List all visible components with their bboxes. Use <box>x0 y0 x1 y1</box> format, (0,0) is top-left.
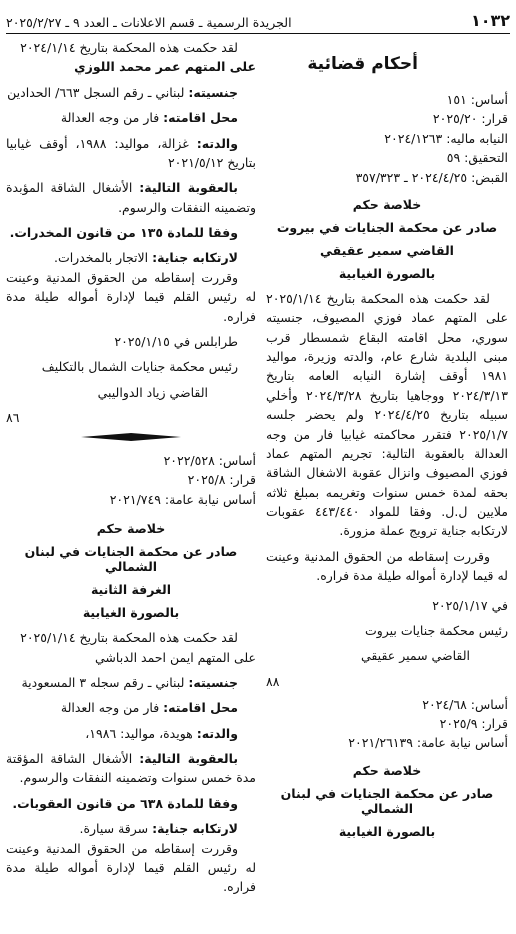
crime-label: لارتكابه جناية: <box>152 250 238 266</box>
page-header <box>6 8 510 30</box>
left-column <box>6 38 256 897</box>
case-meta-line: قرار: ٢٠٢٥/٩ <box>439 716 508 731</box>
judgment-intro: لقد حكمت هذه المحكمة بتاريخ ٢٠٢٤/١/١٤ <box>20 40 238 55</box>
judgment-body: لقد حكمت هذه المحكمة بتاريخ ٢٠٢٥/١/١٤ على المتهم عماد فوزي المصيوف، جنسيته سوري، محل اقامته البقاع شمسطار قرب مبنى البلدية شارع عام، والدته وزيرة، مواليد ١٩٨١ أوقف إشارة النيابه العامه بتاريخ ٢٠٢٤/٣/١٣ ووجاهيا بتاريخ ٢٠٢٤/٣/٢٨ وأخلي سبيله بتاريخ ٢٠٢٤/٤/٢٥ ولم يحضر جلسه ٢٠٢٥/١/٧ فتقرر محاكمته غيابيا فار من وجه العدالة بالعقوبة التالية: تجريم المتهم عماد فوزي المصيوف وانزال عقوبة الاشغال الشاقة بحقه لمدة خمس سنوات وتغريمه بمبلغ ثلاثه ملايين ل.ل. وفقا للمواد ٤٤٣/٤٤٠ عقوبات لارتكابه جناية ترويج عملة مزورة. <box>266 290 508 539</box>
court-name: صادر عن محكمة الجنايات في بيروت <box>276 219 498 235</box>
right-column <box>266 38 508 847</box>
judgment-mode: بالصورة الغيابية <box>338 265 436 281</box>
judgment-mode: بالصورة الغيابية <box>338 823 436 839</box>
case-meta-line: التحقيق: ٥٩ <box>446 150 508 166</box>
judgment-mode: بالصورة الغيابية <box>82 605 180 621</box>
nationality-value: لبناني ـ رقم السجل ٦٦٣/ الحدادين <box>7 84 185 100</box>
confiscation-text: وقررت إسقاطه من الحقوق المدنية وعينت له قيما لإدارة أمواله طيلة مدة فراره. <box>266 548 508 584</box>
case-meta-line: أساس نيابة عامة: ٢٠٢١/٧٤٩ <box>109 491 256 507</box>
mother-line <box>6 134 256 173</box>
crime-label: لارتكابه جناية: <box>152 821 238 837</box>
case-meta-line: النيابه ماليه: ٢٠٢٤/١٢٦٣ <box>384 130 508 146</box>
mother-label: والدته: <box>196 725 238 741</box>
law-line: وفقا للمادة ١٣٥ من قانون المخدرات. <box>9 225 238 240</box>
nationality-label: جنسيته: <box>188 674 238 690</box>
mother-value: غزالة، مواليد: ١٩٨٨، أوقف غيابيا بتاريخ ٢٠٢١/٥/١٢ <box>6 135 256 170</box>
nationality-line <box>6 673 256 692</box>
residence-label: محل اقامته: <box>163 700 238 716</box>
section-separator <box>6 433 256 441</box>
page-number: ١٠٣٢ <box>470 11 510 30</box>
case-meta-line: أساس نيابة عامة: ٢٠٢١/٢٦١٣٩ <box>348 735 508 751</box>
nationality-label: جنسيته: <box>188 84 238 100</box>
section-title: أحكام قضائية <box>307 54 418 74</box>
crime-line <box>6 819 256 838</box>
accused-name: على المتهم ايمن احمد الدباشي <box>95 649 256 665</box>
residence-label: محل اقامته: <box>163 110 238 126</box>
signature-name: القاضي زياد الدواليبي <box>97 384 208 400</box>
judgment-heading: خلاصة حكم <box>352 762 422 778</box>
signature-role: رئيس محكمة جنايات بيروت <box>364 622 508 638</box>
case-meta-line: أساس: ٢٠٢٤/٦٨ <box>422 696 508 712</box>
running-title: الجريدة الرسمية ـ قسم الاعلانات ـ العدد ٩ ـ ٢٠٢٥/٢/٢٧ <box>6 15 292 30</box>
case-meta-line: القبض: ٢٠٢٤/٤/٢٥ ـ ٣٥٧/٣٢٣ <box>355 169 508 185</box>
case-number: ٨٦ <box>6 410 20 425</box>
residence-value: فار من وجه العدالة <box>60 110 160 126</box>
court-name: صادر عن محكمة الجنايات في لبنان الشمالي <box>24 544 238 575</box>
signature-name: القاضي سمير عقيقي <box>360 648 470 664</box>
penalty-value: الأشغال الشاقة المؤقتة مدة خمس سنوات وتضمينه النفقات والرسوم. <box>6 751 256 786</box>
mother-line <box>6 724 256 743</box>
case-meta-line: أساس: ٢٠٢٢/٥٢٨ <box>163 453 256 468</box>
confiscation-text: وقررت إسقاطه من الحقوق المدنية وعينت له رئيس القلم قيما لإدارة أمواله طيلة مدة فراره. <box>6 269 256 324</box>
header-rule <box>6 33 510 34</box>
law-line: وفقا للمادة ٦٣٨ من قانون العقوبات. <box>12 795 238 811</box>
nationality-line <box>6 83 256 102</box>
residence-line <box>6 108 256 127</box>
case-meta-line: أساس: ١٥١ <box>446 92 508 107</box>
penalty-value: الأشغال الشاقة المؤبدة وتضمينه النفقات والرسوم. <box>6 180 256 215</box>
crime-line <box>6 248 256 267</box>
confiscation-text: وقررت إسقاطه من الحقوق المدنية وعينت له رئيس القلم قيما لإدارة أمواله طيلة مدة فراره. <box>6 840 256 895</box>
penalty-line <box>6 178 256 217</box>
residence-value: فار من وجه العدالة <box>60 700 160 716</box>
penalty-label: بالعقوبة التالية: <box>139 180 238 196</box>
judgment-heading: خلاصة حكم <box>352 196 422 212</box>
chamber-name: الغرفة الثانية <box>90 582 172 598</box>
penalty-line <box>6 749 256 788</box>
residence-line <box>6 698 256 717</box>
case-number: ٨٨ <box>266 673 280 689</box>
mother-value: هويدة، مواليد: ١٩٨٦، <box>85 725 193 741</box>
court-name: صادر عن محكمة الجنايات في لبنان الشمالي <box>280 785 494 816</box>
crime-value: سرقة سيارة. <box>79 821 149 837</box>
date-line: في ٢٠٢٥/١/١٧ <box>432 597 508 613</box>
judgment-intro: لقد حكمت هذه المحكمة بتاريخ ٢٠٢٥/١/١٤ <box>20 630 238 646</box>
case-meta-line: قرار: ٢٠٢٥/٢٠ <box>432 111 508 127</box>
judgment-heading: خلاصة حكم <box>96 521 166 537</box>
penalty-label: بالعقوبة التالية: <box>139 751 239 766</box>
crime-value: الاتجار بالمخدرات. <box>53 250 149 266</box>
case-meta-line: قرار: ٢٠٢٥/٨ <box>187 472 256 488</box>
signature-role: رئيس محكمة جنايات الشمال بالتكليف <box>41 359 238 375</box>
accused-name: على المتهم عمر محمد اللوزي <box>74 59 256 75</box>
date-line: طرابلس في ٢٠٢٥/١/١٥ <box>114 333 238 349</box>
judge-name: القاضي سمير عقيقي <box>320 242 454 258</box>
mother-label: والدته: <box>196 135 238 151</box>
nationality-value: لبناني ـ رقم سجله ٣ المسعودية <box>21 674 185 690</box>
